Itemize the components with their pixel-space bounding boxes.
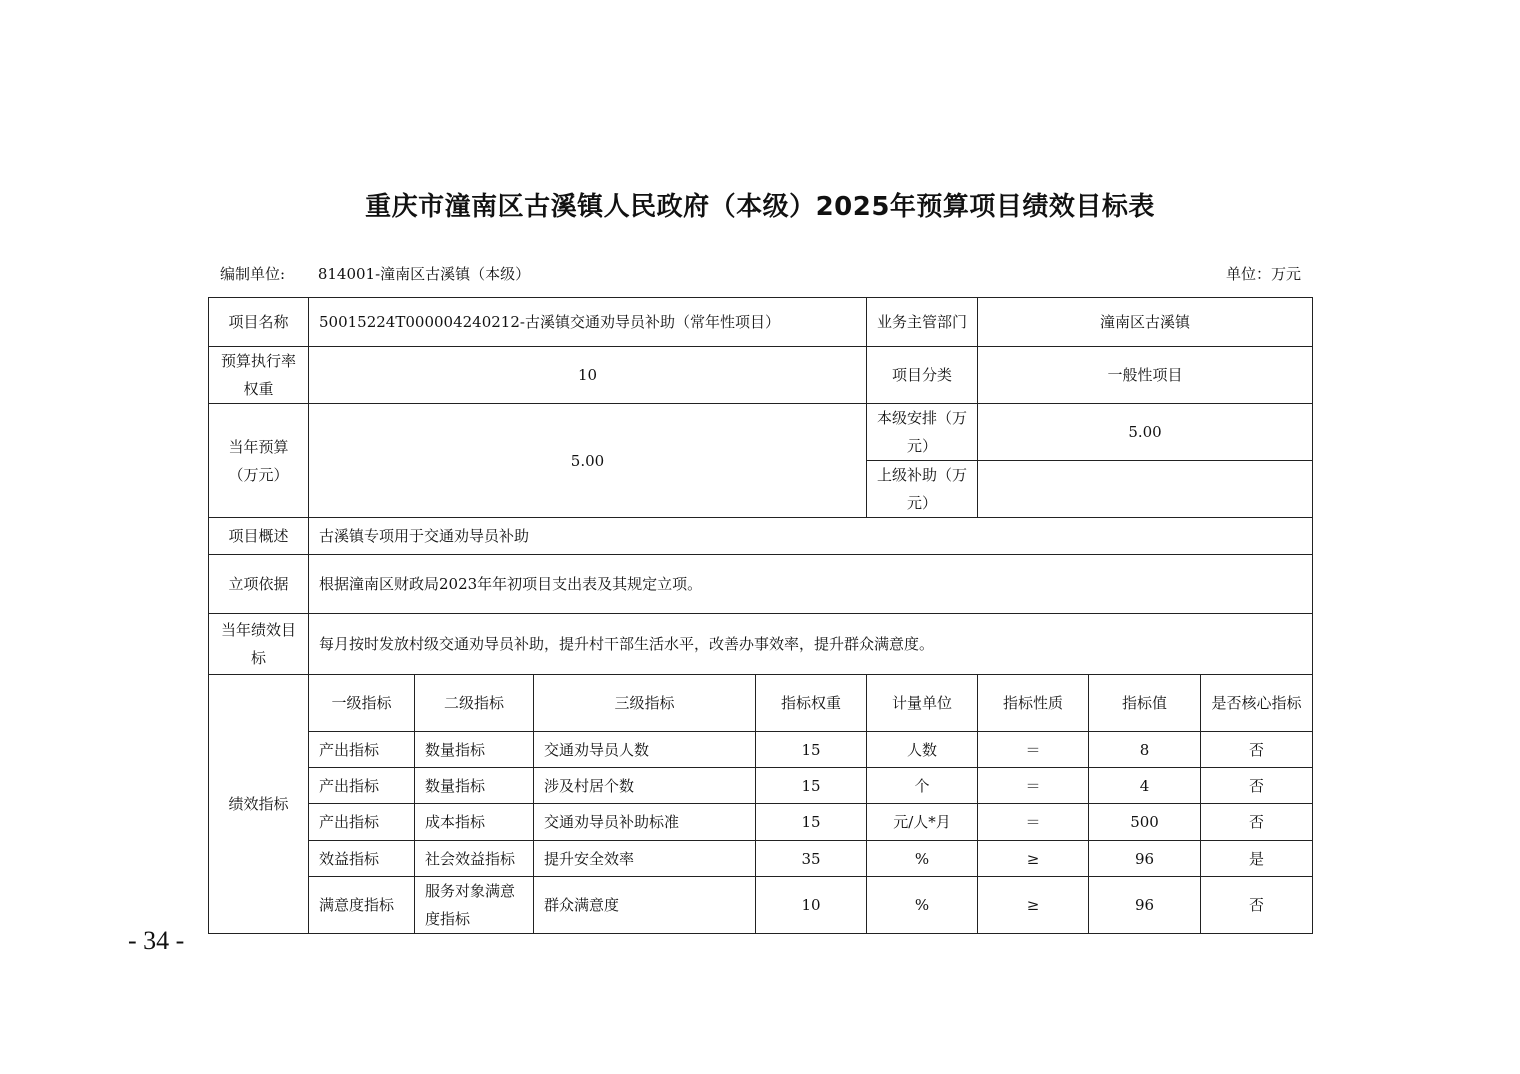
indicator-row [209,732,1313,768]
currency-unit: 单位：万元 [1225,265,1301,283]
indicator-level1: 产出指标 [309,732,415,768]
overview-value: 古溪镇专项用于交通劝导员补助 [309,518,1313,555]
category-value: 一般性项目 [978,347,1313,404]
dept-value: 潼南区古溪镇 [978,298,1313,347]
row-overview [209,518,1313,555]
indicator-level3: 提升安全效率 [534,841,756,877]
indicator-level2: 数量指标 [415,768,534,804]
indicator-weight: 35 [756,841,867,877]
indicator-core: 否 [1201,768,1313,804]
basis-label: 立项依据 [209,555,309,614]
page-number: - 34 - [128,926,185,955]
indicator-value: 96 [1089,877,1201,934]
indicator-nature: ＝ [978,768,1089,804]
upper-label: 上级补助（万元） [867,461,978,518]
dept-label: 业务主管部门 [867,298,978,347]
indicator-core: 否 [1201,804,1313,841]
header-level1: 一级指标 [309,675,415,732]
row-goal [209,614,1313,675]
indicator-row [209,877,1313,934]
header-level3: 三级指标 [534,675,756,732]
indicator-unit: 人数 [867,732,978,768]
indicators-section-label: 绩效指标 [209,675,309,934]
indicator-core: 否 [1201,732,1313,768]
upper-value [978,461,1313,518]
indicator-level1: 满意度指标 [309,877,415,934]
basis-value: 根据潼南区财政局2023年年初项目支出表及其规定立项。 [309,555,1313,614]
performance-target-table [208,297,1313,934]
row-basis [209,555,1313,614]
indicator-row [209,768,1313,804]
indicator-weight: 15 [756,768,867,804]
header-unit: 计量单位 [867,675,978,732]
compiling-unit [220,263,530,284]
indicator-level3: 交通劝导员人数 [534,732,756,768]
compiling-unit-label: 编制单位: [220,265,286,283]
local-value: 5.00 [978,404,1313,461]
indicator-nature: ≥ [978,841,1089,877]
indicator-core: 是 [1201,841,1313,877]
indicator-row [209,841,1313,877]
indicator-value: 8 [1089,732,1201,768]
header-level2: 二级指标 [415,675,534,732]
indicator-weight: 15 [756,804,867,841]
indicator-value: 500 [1089,804,1201,841]
indicator-weight: 15 [756,732,867,768]
weight-label: 预算执行率权重 [209,347,309,404]
indicator-level3: 涉及村居个数 [534,768,756,804]
overview-label: 项目概述 [209,518,309,555]
indicator-level1: 产出指标 [309,768,415,804]
indicator-unit: 个 [867,768,978,804]
indicator-nature: ＝ [978,804,1089,841]
row-weight [209,347,1313,404]
document-title: 重庆市潼南区古溪镇人民政府（本级）2025年预算项目绩效目标表 [365,192,1155,222]
indicator-weight: 10 [756,877,867,934]
indicator-unit: % [867,877,978,934]
project-name-label: 项目名称 [209,298,309,347]
indicator-level3: 群众满意度 [534,877,756,934]
indicator-unit: 元/人*月 [867,804,978,841]
indicator-nature: ≥ [978,877,1089,934]
weight-value: 10 [309,347,867,404]
category-label: 项目分类 [867,347,978,404]
compiling-unit-value: 814001-潼南区古溪镇（本级） [317,265,531,283]
indicator-level2: 服务对象满意度指标 [415,877,534,934]
indicator-header-row [209,675,1313,732]
header-core: 是否核心指标 [1201,675,1313,732]
indicator-core: 否 [1201,877,1313,934]
indicator-level1: 效益指标 [309,841,415,877]
indicator-level2: 社会效益指标 [415,841,534,877]
project-name-value: 50015224T000004240212-古溪镇交通劝导员补助（常年性项目） [309,298,867,347]
indicator-level2: 数量指标 [415,732,534,768]
budget-label: 当年预算（万元） [209,404,309,518]
header-value: 指标值 [1089,675,1201,732]
indicator-level2: 成本指标 [415,804,534,841]
goal-value: 每月按时发放村级交通劝导员补助，提升村干部生活水平，改善办事效率，提升群众满意度。 [309,614,1313,675]
row-budget-local [209,404,1313,461]
header-weight: 指标权重 [756,675,867,732]
row-project-name [209,298,1313,347]
header-nature: 指标性质 [978,675,1089,732]
indicator-level1: 产出指标 [309,804,415,841]
indicator-row [209,804,1313,841]
indicator-value: 4 [1089,768,1201,804]
goal-label: 当年绩效目标 [209,614,309,675]
indicator-nature: ＝ [978,732,1089,768]
local-label: 本级安排（万元） [867,404,978,461]
budget-value: 5.00 [309,404,867,518]
indicator-level3: 交通劝导员补助标准 [534,804,756,841]
indicator-unit: % [867,841,978,877]
indicator-value: 96 [1089,841,1201,877]
